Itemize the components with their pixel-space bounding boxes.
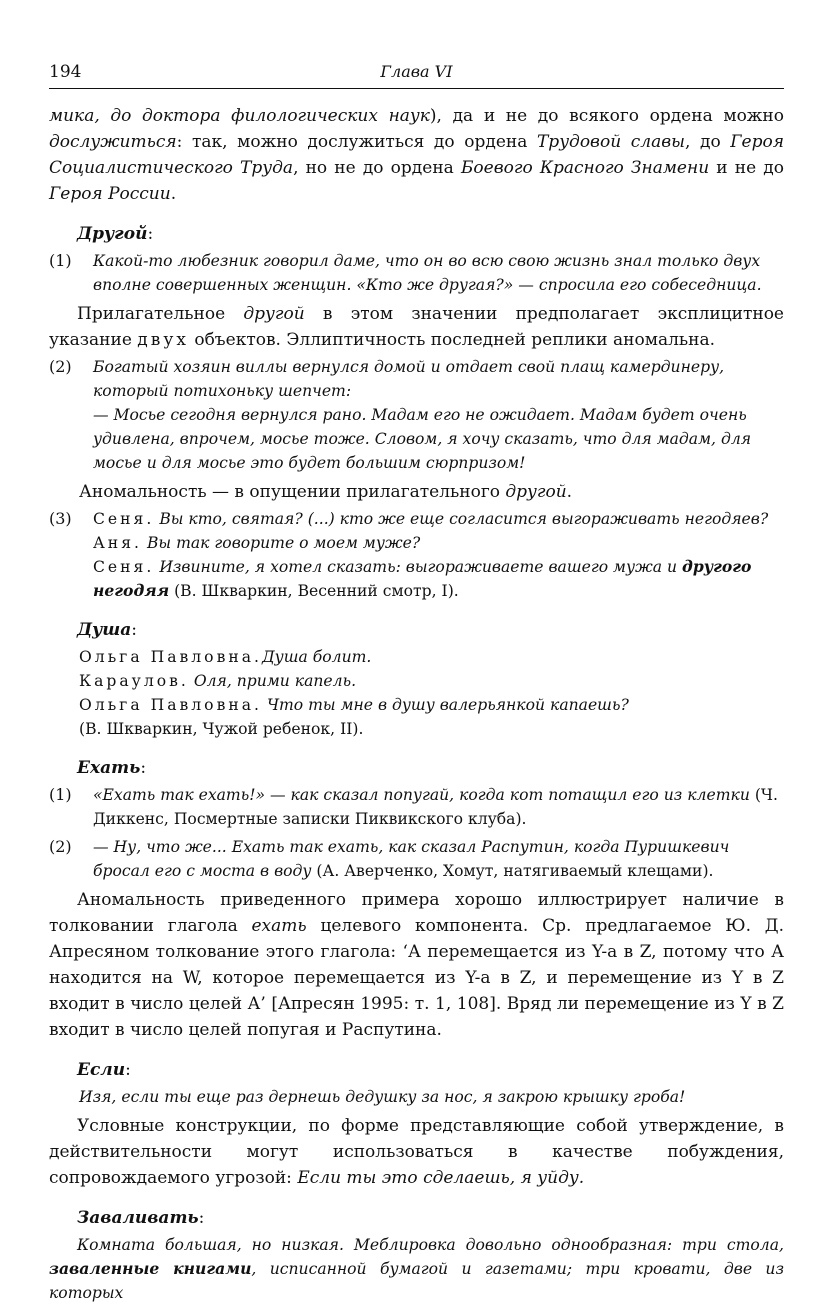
example-ekhat-2: (2) — Ну, что же... Ехать так ехать, как сказал Распутин, когда Пуришкевич бросал его с моста в воду (А. Аверченко, Хомут, натягиваемый клещами). — [49, 837, 730, 880]
paragraph-drugoy: Прилагательное другой в этом значении предполагает эксплицитное указание двух объектов. Эллиптичность последней реплики аномальна. — [49, 304, 784, 350]
example-ekhat-1: (1) «Ехать так ехать!» — как сказал попугай, когда кот потащил его из клетки (Ч. Диккенс, Посмертные записки Пиквикского клуба). — [49, 785, 778, 828]
chapter-title: Глава VI — [380, 62, 453, 81]
entry-heading-esli: Если: — [77, 1060, 131, 1080]
paragraph-esli: Условные конструкции, по форме представляющие собой утверждение, в действительности могут использоваться в качестве побуждения, сопровождаемого угрозой: Если ты это сделаешь, я уйду. — [49, 1116, 784, 1188]
example-zavalivat: Комната большая, но низкая. Меблировка довольно однообразная: три стола, заваленные книгами, исписанной бумагой и газетами; три кровати, две из которых — [49, 1236, 784, 1302]
entry-heading-zavalivat: Заваливать: — [77, 1208, 205, 1228]
example-3: (3) Сеня. Вы кто, святая? (...) кто же еще согласится выгораживать негодяев? Аня. Вы так говорите о моем муже? Сеня. Извините, я хотел сказать: выгораживаете вашего мужа и другого негодяя (В. Шкваркин, Весенний смотр, I). — [49, 509, 769, 600]
example-2: (2) Богатый хозяин виллы вернулся домой и отдает свой плащ камердинеру, который потихоньку шепчет: — Мосье сегодня вернулся рано. Мадам его не ожидает. Мадам будет очень удивлена, впрочем, мосье тоже. Словом, я хочу сказать, что для мадам, для мосье и для мосье это будет большим сюрпризом! — [49, 357, 752, 472]
page-number: 194 — [49, 62, 82, 82]
page-body — [49, 103, 784, 1305]
entry-heading-drugoy: Другой: — [77, 224, 154, 244]
dialogue-dusha: Ольга Павловна.Душа болит. Караулов. Оля, прими капель. Ольга Павловна. Что ты мне в душу валерьянкой капаешь? (В. Шкваркин, Чужой ребенок, II). — [79, 648, 629, 738]
page — [49, 62, 784, 1305]
page-header — [49, 62, 784, 89]
paragraph-ekhat: Аномальность приведенного примера хорошо иллюстрирует наличие в толковании глагола ехать целевого компонента. Ср. предлагаемое Ю. Д. Апресяном толкование этого глагола: ‘А перемещается из Y-а в Z, потому что А находится на W, которое перемещается из Y-а в Z, и перемещение из Y в Z входит в число целей А’ [Апресян 1995: т. 1, 108]. Вряд ли перемещение из Y в Z входит в число целей попугая и Распутина. — [49, 890, 784, 1040]
anomaly-note: Аномальность — в опущении прилагательного другой. — [79, 482, 573, 502]
example-esli: Изя, если ты еще раз дернешь дедушку за нос, я закрою крышку гроба! — [79, 1088, 686, 1106]
paragraph-intro: мика, до доктора филологических наук), да и не до всякого ордена можно дослужиться: так, можно дослужиться до ордена Трудовой славы, до Героя Социалистического Труда, но не до ордена Боевого Красного Знамени и не до Героя России. — [49, 106, 785, 204]
example-1: (1) Какой-то любезник говорил даме, что он во всю свою жизнь знал только двух вполне совершенных женщин. «Кто же другая?» — спросила его собеседница. — [49, 251, 762, 294]
entry-heading-dusha: Душа: — [77, 620, 138, 640]
entry-heading-ekhat: Ехать: — [77, 758, 147, 778]
